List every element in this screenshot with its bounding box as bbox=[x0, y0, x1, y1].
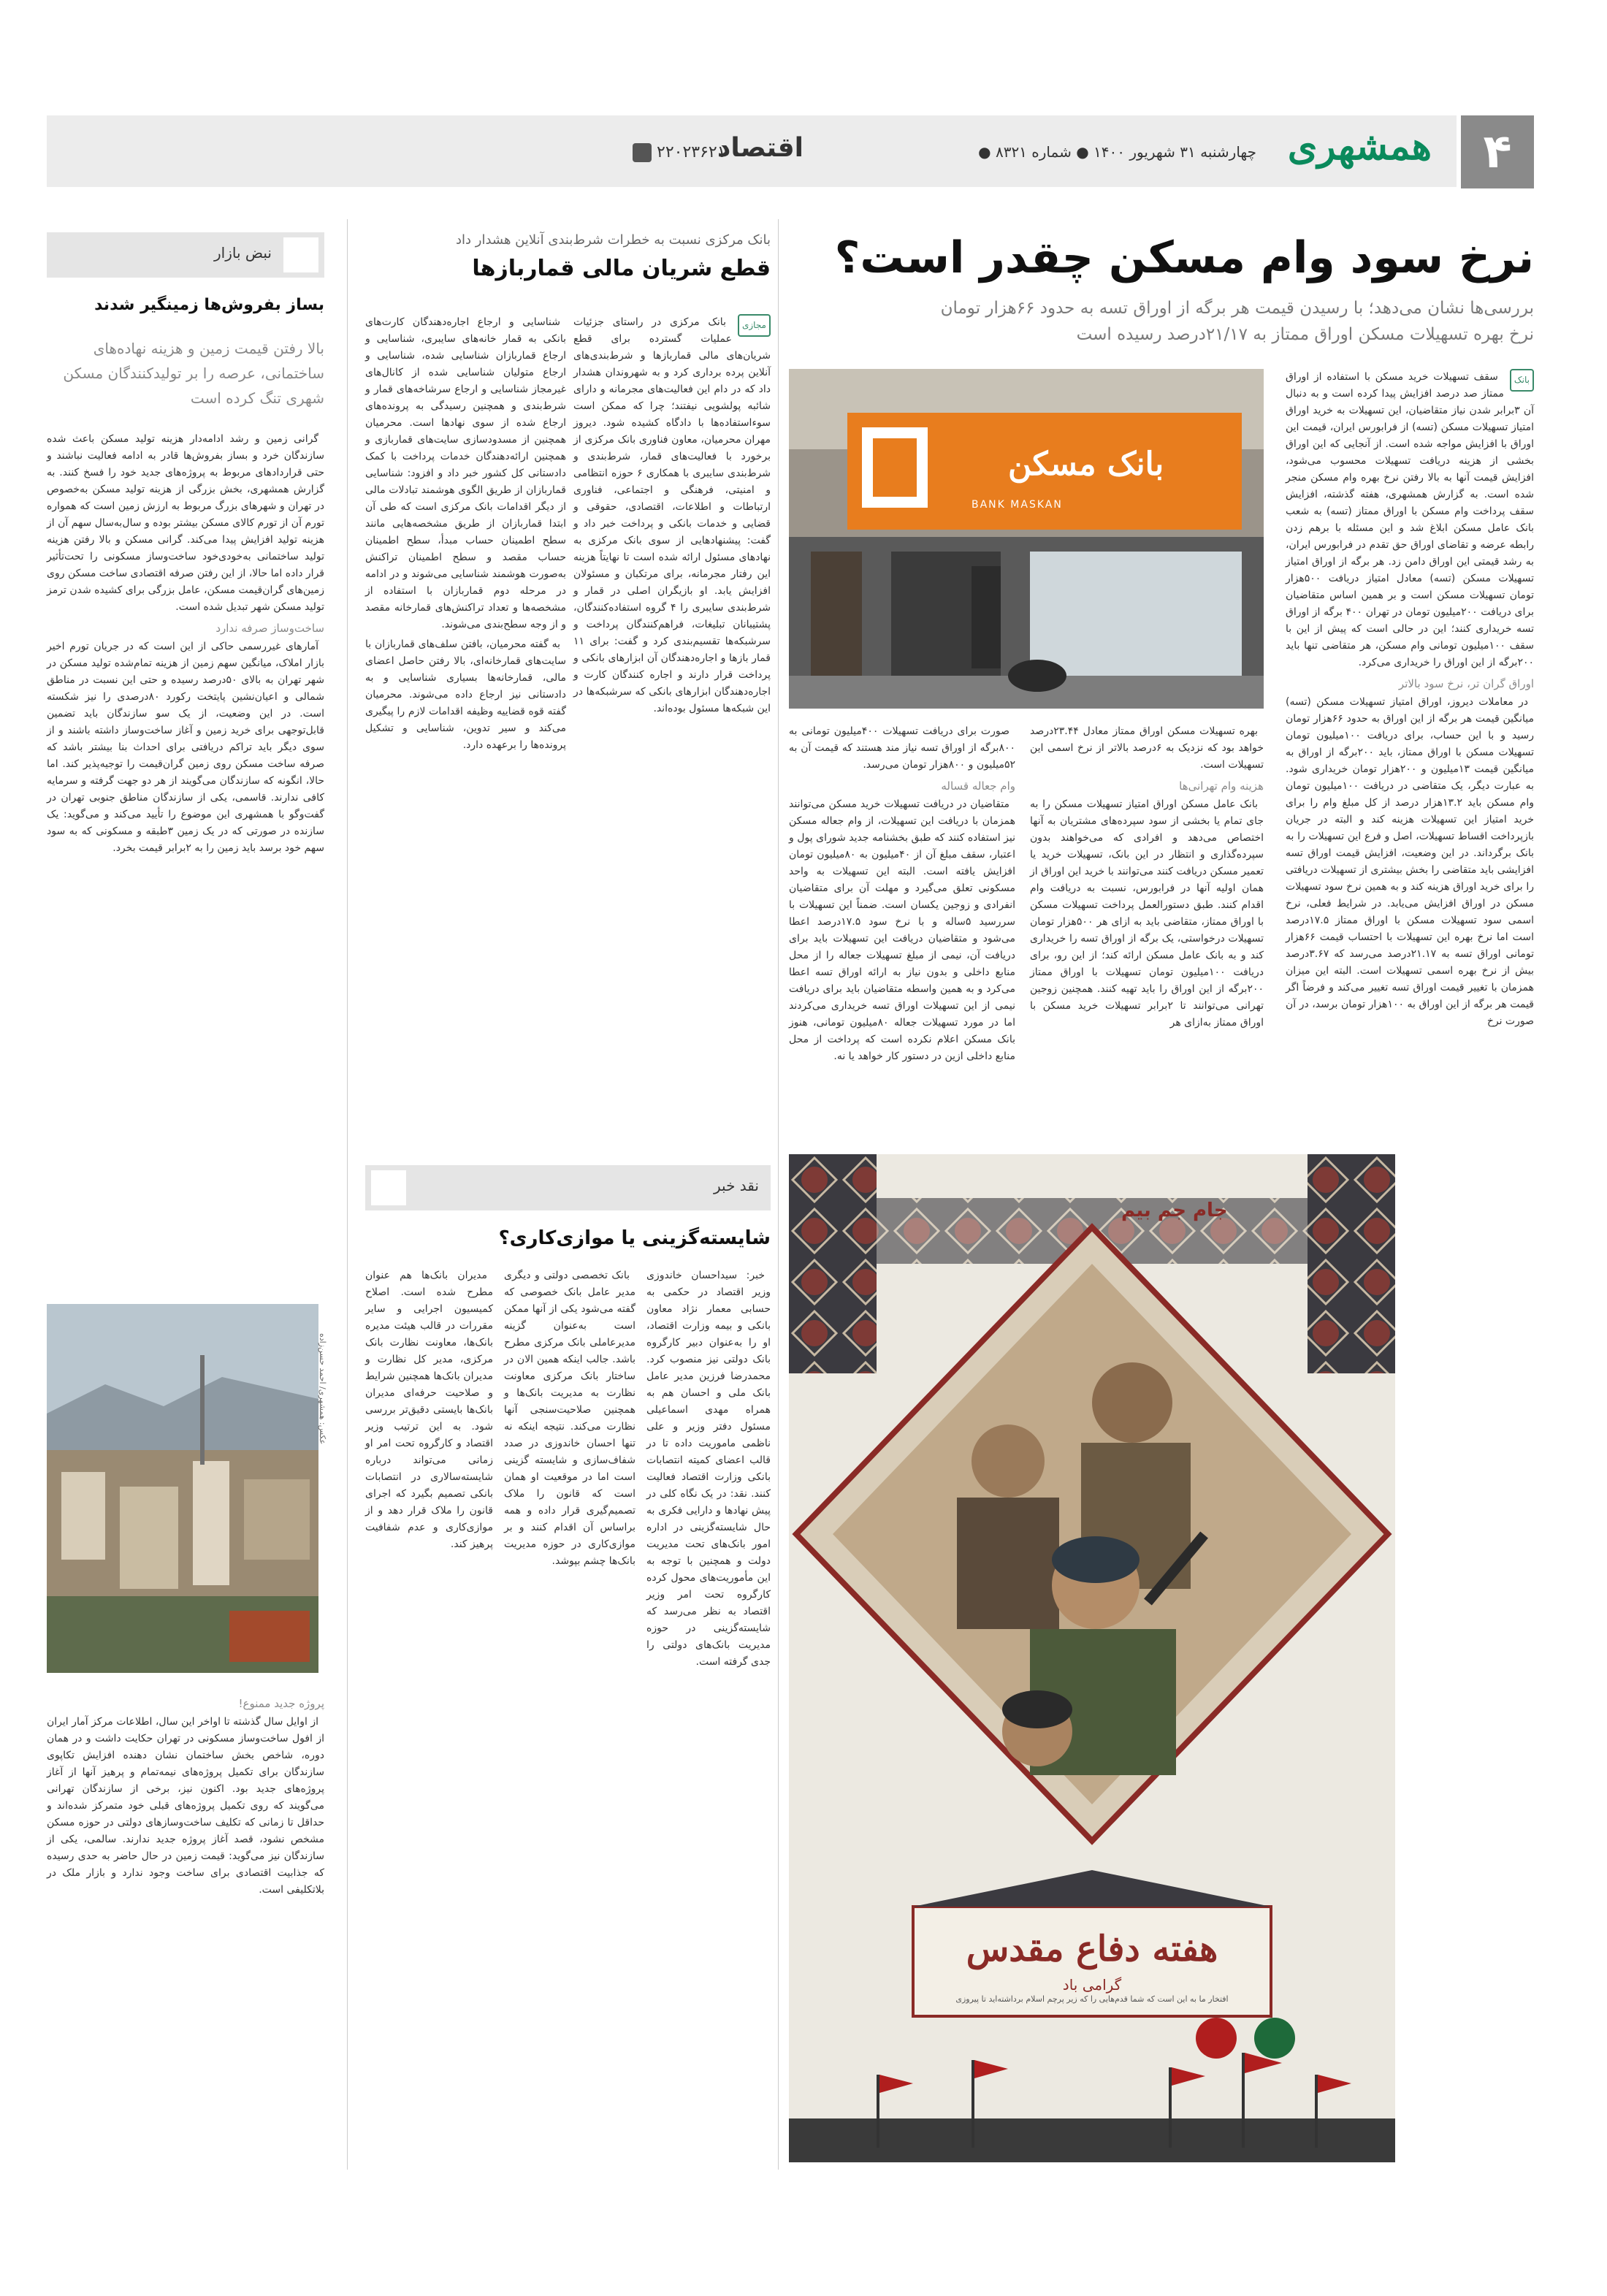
city-photo-credit: عکس: همشهری/ احمد حسن‌زاده bbox=[318, 1333, 327, 1445]
lead-deck-line-1: بررسی‌ها نشان می‌دهد؛ با رسیدن قیمت هر برگه از اوراق تسه به حدود ۶۶هزار تومان bbox=[940, 299, 1534, 318]
lead-paragraph-2: در معاملات دیروز، اوراق امتیاز تسهیلات مسکن (تسه) میانگین قیمت هر برگه از این اوراق به حدود ۶۶هزار تومان رسید و با این حساب، برای دریافت ۱۰۰میلیون تومان تسهیلات مسکن با اوراق ممتاز، باید ۲۰۰برگه از اوراق به میانگین قیمت ۱۳میلیون و ۲۰۰هزار تومان خریداری شود. به عبارت دیگر، یک متقاضی در دریافت ۱۰۰میلیون تومان وام مسکن باید ۱۳.۲هزار درصد از کل مبلغ وام را برای خرید امتیاز این تسهیلات هزینه کند و البته در جریان بازپرداخت اقساط تسهیلات، اصل و فرع این تسهیلات را به بانک برگرداند. در این وضعیت، افزایش قیمت اوراق تسه افزایشی باید متقاضی را بخش بیشتری از تسهیلات دریافتی را برای خرید اوراق هزینه کند و به همین نرخ سود تسهیلات مسکن در اوراق افزایش می‌یابد. در شرایط فعلی، نرخ اسمی سود تسهیلات مسکن با اوراق ممتاز ۱۷.۵درصد است اما نرخ بهره این تسهیلات با احتساب قیمت ۶۶هزار تومانی اوراق تسه به ۲۱.۱۷درصد می‌رسد که ۳.۶۷درصد بیش از نرخ بهره اسمی تسهیلات است. البته این میزان همزمان با تغییر قیمت اوراق تسه تغییر می‌کند و فرضاً اگر قیمت هر برگه از این اوراق به ۱۰۰هزار تومان برسد، در آن صورت نرخ bbox=[1286, 696, 1535, 1027]
poster-title: هفته دفاع مقدس bbox=[966, 1929, 1218, 1969]
phone-number-text: ۲۲۰۲۳۶۲۱ bbox=[657, 143, 726, 161]
lead-paragraph-6: متقاضیان در دریافت تسهیلات خرید مسکن می‌توانند همزمان با دریافت این تسهیلات، از وام جعاله مسکن نیز استفاده کنند که طبق بخشنامه جدید شورای پول و اعتبار، سقف مبلغ آن از ۴۰میلیون به ۸۰میلیون تومان افزایش یافته است. البته این تسهیلات به واحد مسکونی تعلق می‌گیرد و مهلت آن برای متقاضیان انفرادی و زوجین یکسان است. ضمناً این تسهیلات با سررسید ۵ساله و با نرخ سود ۱۷.۵درصد اعطا می‌شود و متقاضیان دریافت این تسهیلات باید برای دریافت آن، نیمی از مبلغ تسهیلات جعاله را از محل منابع داخلی و بدون نیاز به ارائه اوراق تسه اعطا می‌کرد و به همین واسطه متقاضیان باید برای دریافت نیمی از این تسهیلات اوراق تسه خریداری می‌کردند اما در مورد تسهیلات جعاله ۸۰میلیون تومانی، هنوز بانک مسکن اعلام نکرده است که پرداخت از محل منابع داخلی ازین در دستور کار خواهد یا نه. bbox=[789, 798, 1016, 1062]
bank-photo bbox=[789, 369, 1264, 709]
column-rule-1 bbox=[778, 219, 779, 2170]
photo-sign-latin: BANK MASKAN bbox=[972, 499, 1063, 511]
bazaar-column-bottom bbox=[47, 1691, 324, 2166]
bazaar-subhead-1: ساخت‌وساز صرفه ندارد bbox=[215, 622, 324, 635]
page-number: ۴ bbox=[1461, 115, 1534, 188]
bazaar-box-header bbox=[47, 232, 324, 278]
bazaar-paragraph-3: از اوایل سال گذشته تا اواخر این سال، اطلاعات مرکز آمار ایران از افول ساخت‌وساز مسکونی در تهران حکایت داشت و در همان دوره، شاخص بخش ساختمان نشان دهنده افزایش تکاپوی سازندگان برای تکمیل پروژه‌های نیمه‌تمام و پرهیز آنها از آغاز پروژه‌های جدید بود. اکنون نیز، برخی از سازندگان تهرانی می‌گویند که روی تکمیل پروژه‌های قبلی خود متمرکز شده‌اند و حداقل تا زمانی که تکلیف ساخت‌وسازهای دولتی در حوزه مسکن مشخص نشود، قصد آغاز پروژه جدید ندارند. سالمی، یکی از سازندگان نیز می‌گوید: قیمت زمین در حال حاضر به حدی رسیده که جذابیت اقتصادی برای ساخت وجود ندارد و بازار ملک در بلاتکلیفی است. bbox=[47, 1716, 324, 1896]
critique-paragraph-2: بانک تخصصی دولتی و دیگری مدیر عامل بانک خصوصی که گفته می‌شود یکی از آنها ممکن است به‌عنوان گزینه مدیرعاملی بانک مرکزی مطرح باشد. جالب اینکه همین الان در ساختار بانک مرکزی معاونت نظارت به مدیریت بانک‌ها و همچنین صلاحیت‌سنجی آنها نظارت می‌کند. نتیجه اینکه نه تنها احسان خاندوزی در صدد شفاف‌سازی و شایسته گزینی است اما در موقعیت او همان است که قانون را ملاک تصمیم‌گیری قرار داده و همه براساس آن اقدام کنند و بر موازی‌کاری در حوزه مدیریت بانک‌ها چشم بپوشد. bbox=[504, 1270, 635, 1567]
phone-icon bbox=[633, 143, 652, 162]
bank-article-paragraph-1: بانک مرکزی در راستای جزئیات عملیات گسترده برای قطع شریان‌های مالی قماربازها و شرط‌بندی‌های آنلاین پرده برداری کرد و به شهروندان هشدار داد که در دام این فعالیت‌های مجرمانه و دارای شائبه پولشویی نیفتند؛ چرا که ممکن است سوءاستفاده‌ها با دادگاه کشیده شود. دیروز مهران محرمیان، معاون فناوری بانک مرکزی از برخورد با فعالیت‌های قمار، شرط‌بندی و شرط‌بندی سایبری با همکاری ۶ حوزه انتظامی و امنیتی، فرهنگی و اجتماعی، فناوری ارتباطات و اطلاعات، اقتصادی، حقوقی و قضایی و خدمات بانکی و پرداخت خبر داد و گفت: پیشنهادهایی از سوی بانک مرکزی به نهادهای مسئول ارائه شده است تا نهایتاً هزینه این رفتار مجرمانه، برای مرتکبان و مسئولان افزایش یابد. او بازیگران اصلی در قمار و شرط‌بندی سایبری را ۴ گروه استفاده‌کنندگان، پشتیبانان تبلیغات، فراهم‌کنندگان پرداخت و سرشبکه‌ها تقسیم‌بندی کرد و گفت: برای ۱۱ قمار بازها و اجاره‌دهندگان آن ابزارهای بانکی و پرداخت قرار دارند و اجاره کنندگان کارت و اجاره‌دهندگان ابزارهای بانکی که سرشبکه‌ها در این شبکه‌ها مسئول بوده‌اند. bbox=[573, 316, 771, 714]
virtual-tag: مجازی bbox=[738, 314, 771, 337]
lead-deck bbox=[833, 295, 1534, 348]
lead-subhead-1: اوراق گران تر، نرخ سود بالاتر bbox=[1398, 677, 1534, 690]
critique-headline: شایسته‌گزینی یا موازی‌کاری؟ bbox=[498, 1227, 771, 1249]
lead-paragraph-5: صورت برای دریافت تسهیلات ۴۰۰میلیون تومانی به ۸۰۰برگه از اوراق تسه نیاز مند هستند که قیمت آن به ۵۲میلیون و ۸۰۰هزار تومان می‌رسد. bbox=[789, 725, 1015, 771]
bank-article-kicker: بانک مرکزی نسبت به خطرات شرط‌بندی آنلاین هشدار داد bbox=[456, 232, 771, 248]
lead-paragraph-3: بهره تسهیلات مسکن اوراق ممتاز معادل ۲۳.۴۴درصد خواهد بود که نزدیک به ۶درصد بالاتر از نرخ اسمی این تسهیلات است. bbox=[1030, 725, 1264, 771]
sacred-defense-poster bbox=[789, 1154, 1395, 2162]
newspaper-logo[interactable]: همشهری bbox=[1287, 124, 1432, 169]
bazaar-column-top bbox=[47, 431, 324, 1278]
lead-paragraph-1: سقف تسهیلات خرید مسکن با استفاده از اوراق ممتاز صد درصد افزایش پیدا کرده است و به دنبال آن ۳برابر شدن نیاز متقاضیان، این تسهیلات به خرید اوراق امتیاز تسهیلات مسکن (تسه) از فرابورس ایران، قیمت این اوراق با افزایش مواجه شده است. از آنجایی که این اوراق بخشی از هزینه دریافت تسهیلات محسوب می‌شود، افزایش قیمت آنها به بالا رفتن نرخ بهره وام مسکن منجر شده است. به گزارش همشهری، هفته گذشته، افزایش سقف پرداخت وام مسکن با اوراق ممتاز (تسه) به شعب بانک عامل مسکن ابلاغ شد و این مسئله با برهم زدن رابطه عرضه و تقاضای اوراق حق تقدم در فرابورس ایران، به رشد قیمتی این اوراق دامن زد. هر برگه از اوراق امتیاز تسهیلات مسکن (تسه) معادل امتیاز دریافت ۵۰۰هزار تومان تسهیلات مسکن است و بر همین اساس متقاضیان برای دریافت ۲۰۰میلیون تومان در تهران ۴۰۰ برگه از اوراق تسه خریداری کنند؛ این در حالی است که پیش از این با سقف ۱۰۰میلیون تومانی وام مسکن، هر متقاضی تنها باید ۲۰۰برگه از این اوراق را خریداری می‌کرد. bbox=[1286, 371, 1534, 668]
column-rule-2 bbox=[347, 219, 348, 2170]
lead-column-middle bbox=[1030, 723, 1264, 1140]
lead-deck-line-2: نرخ بهره تسهیلات مسکن اوراق ممتاز به ۲۱/۱۷درصد رسیده است bbox=[1076, 325, 1534, 344]
lead-headline: نرخ سود وام مسکن چقدر است؟ bbox=[834, 232, 1534, 283]
bank-article-paragraph-3: به گفته محرمیان، بافتن سلف‌های قماربازان با سایت‌های قمارخانه‌ای، بالا رفتن حاصل اعضای مالی، قمارخانه‌ها بسیاری شناسایی و به دادستانی نیز ارجاع داده می‌شوند. محرمیان گفته قوه قضاییه وظیفه اقدامات لازم را پیگیری می‌کند و سیر تدوین، شناسایی و تشکیل پرونده‌ها را برعهده دارد. bbox=[365, 638, 566, 751]
critique-box-header bbox=[365, 1165, 771, 1210]
poster-footer: افتخار ما به این است که شما قدم‌هایی را که زیر پرچم اسلام برداشته‌اید تا پیروزی bbox=[955, 1994, 1229, 2004]
critique-column-right bbox=[646, 1267, 771, 2166]
poster-brand: جام جم بیم bbox=[1121, 1200, 1228, 1221]
section-title: اقتصاد bbox=[717, 133, 804, 163]
lead-subhead-3: وام جعاله قساله bbox=[941, 779, 1015, 793]
bank-article-paragraph-2: شناسایی و ارجاع اجاره‌دهندگان کارت‌های بانکی به قمار خانه‌های سایبری، شناسایی و ارجاع قماربازان شناسایی شده، شناسایی و ارجاع متولیان شناسایی شده از کانال‌های غیرمجاز شناسایی و ارجاع سرشاخه‌های قمار و شرط‌بندی و همچنین رسیدگی به پرونده‌های ارجاع شده از سوی نهادها است. محرمیان همچنین از مسدودسازی سایت‌های قماربازی و همچنین ارائه‌دهندگان خدمات پرداخت با کمک دادستانی کل کشور خبر داد و افزود: شناسایی قماربازان از طریق الگوی هوشمند تبادلات مالی از دیگر اقدامات بانک مرکزی است که طی آن ابتدا قماربازان از طریق مشخصه‌هایی مانند سطح اطمینان حساب مبدأ، سطح اطمینان حساب مقصد و سطح اطمینان تراکنش به‌صورت هوشمند شناسایی می‌شوند و در ادامه در مرحله دوم قماربازان با استفاده از مشخصه‌ها و تعداد تراکنش‌های قمارخانه مقصد و از وجه سطح‌بندی می‌شوند. bbox=[365, 316, 566, 630]
critique-box-label: نقد خبر bbox=[714, 1177, 759, 1194]
lead-subhead-2: هزینه وام تهرانی‌ها bbox=[1179, 779, 1264, 793]
bank-photo-illustration bbox=[789, 369, 1264, 709]
bank-tag: بانک bbox=[1510, 369, 1534, 392]
critique-column-left bbox=[365, 1267, 493, 2166]
bazaar-paragraph-2: آمارهای غیررسمی حاکی از این است که در جریان تورم اخیر بازار املاک، میانگین سهم زمین از هزینه تمام‌شده تولید مسکن در شهر تهران به بالای ۵۰درصد رسیده و حتی این نسبت در مناطق شمالی و اعیان‌نشین پایتخت رکورد ۸۰درصدی را نیز شکسته است. در این وضعیت، از یک سو سازندگان باید تضمین قابل‌توجهی برای خرید زمین و آغاز ساخت‌وساز داشته باشند و از سوی دیگر باید تراکم دریافتی برای احداث بنا بیشتر باشد که صرفه ساخت مسکن روی زمین گران‌قیمت را توجیه‌پذیر کند. اما حالا، انگونه که سازندگان می‌گویند از هر دو جهت گرفته و سرمایه کافی ندارند. قاسمی، یکی از سازندگان مناطق جنوبی تهران در گفت‌وگو با همشهری این موضوع را تأیید می‌کند و می‌گوید: یک سازنده در صورتی که در یک زمین ۳طبقه و مسکونی که به سود سهم خود برسد باید زمین را به ۲برابر قیمت بخرد. bbox=[47, 641, 324, 854]
photo-sign-text: بانک مسکن bbox=[1008, 446, 1164, 483]
city-photo bbox=[47, 1304, 327, 1673]
bazaar-subhead-2: پروژه جدید ممنوع! bbox=[238, 1697, 324, 1710]
bazaar-deck: بالا رفتن قیمت زمین و هزینه نهاده‌های ساختمانی، عرصه را بر تولیدکنندگان مسکن شهری تنگ کرده است bbox=[63, 340, 324, 407]
city-photo-illustration bbox=[47, 1304, 318, 1673]
critique-column-middle bbox=[504, 1267, 635, 2166]
bazaar-paragraph-1: گرانی زمین و رشد ادامه‌دار هزینه تولید مسکن باعث شده سازندگان خرد و بساز بفروش‌ها قادر به ادامه فعالیت نباشند و حتی قراردادهای مربوط به پروژه‌های جدید خود را فسخ کنند. به گزارش همشهری، بخش بزرگی از هزینه تولید مسکن به‌خصوص در تهران و شهرهای بزرگ مربوط به ارزش زمین است که همواره تورم آن از تورم کالای مسکن بیشتر بوده و سال‌به‌سال سهم آن از هزینه تولید افزایش پیدا می‌کند. گرانی مسکن و بالا رفتن هزینه تولید ساختمانی به‌خودی‌خود ساخت‌وساز مسکونی را تحت‌تأثیر قرار داده اما حالا، از این رفتن صرفه اقتصادی ساخت مسکن روی زمین‌های گران‌قیمت مسکن، عامل بزرگی برای کشیده شدن ترمز تولید مسکن شهر تبدیل شده است. bbox=[47, 433, 324, 613]
bazaar-box-square bbox=[283, 237, 318, 272]
poster-illustration bbox=[789, 1154, 1395, 2162]
critique-paragraph-1: خبر: سیداحسان خاندوزی وزیر اقتصاد در حکمی به حسابی معمار نژاد معاون بانکی و بیمه وزارت اقتصاد، او را به‌عنوان دبیر کارگروه بانک دولتی نیز منصوب کرد. محمدرضا فرزین مدیر عامل بانک ملی و احسان هم به همراه مهدی اسماعیلی مسئول دفتر وزیر و علی ناظمی ماموریت داده تا در قالب اعضای کمیته انتصابات بانکی وزارت اقتصاد فعالیت کنند. نقد: در یک نگاه کلی در پیش نهادها و دارایی فکری به حال شایسته‌گزینی در اداره امور بانک‌های تحت مدیریت دولت و همچنین با توجه به این مأموریت‌های محول کرده کارگروه تحت امر وزیر اقتصاد به نظر می‌رسد که شایسته‌گزینی در حوزه مدیریت بانک‌های دولتی را جدی گرفته است. bbox=[646, 1270, 771, 1668]
bank-article-column-left bbox=[365, 314, 566, 1147]
lead-column-left bbox=[789, 723, 1015, 1140]
bazaar-headline: بساز بفروش‌ها زمینگیر شدند bbox=[94, 296, 324, 314]
critique-box-square bbox=[371, 1170, 406, 1205]
lead-paragraph-4: بانک عامل مسکن اوراق امتیاز تسهیلات مسکن را به جای تمام یا بخشی از سود سپرده‌های مشتریان به آنها اختصاص می‌دهد و افرادی که می‌خواهند بدون سپرده‌گذاری و انتظار در این بانک، تسهیلات خرید یا تعمیر مسکن دریافت کنند می‌توانند با خرید این اوراق از همان اولیه آنها در فرابورس، نسبت به دریافت وام اقدام کنند. طبق دستورالعمل پرداخت تسهیلات مسکن با اوراق ممتاز، متقاضی باید به ازای هر ۵۰۰هزار تومان تسهیلات درخواستی، یک برگه از اوراق تسه را خریداری کند و به بانک عامل مسکن ارائه کند؛ از این رو، برای دریافت ۱۰۰میلیون تومان تسهیلات با اوراق ممتاز ۲۰۰برگه از این اوراق را باید تهیه کنند. همچنین زوجین تهرانی می‌توانند تا ۲برابر تسهیلات خرید مسکن با اوراق ممتاز به‌ازای هر bbox=[1030, 798, 1264, 1029]
bank-article-headline: قطع شریان مالی قماربازها bbox=[472, 256, 771, 281]
bank-article-column-right bbox=[573, 314, 771, 1147]
bazaar-box-label: نبض بازار bbox=[214, 244, 272, 262]
dateline: چهارشنبه ۳۱ شهریور ۱۴۰۰ ● شماره ۸۳۲۱ ● bbox=[978, 143, 1256, 161]
lead-column-right bbox=[1286, 369, 1534, 1172]
critique-paragraph-3: مدیران بانک‌ها هم عنوان مطرح شده است. اصلاح کمیسیون اجرایی و سایر مقررات در قالب هیئت مدیره بانک‌ها، معاونت نظارت بانک مرکزی، مدیر کل نظارت و مدیران بانک‌ها همچنین شرایط و صلاحیت حرفه‌ای مدیران بانک‌ها بایستی دقیق‌تر بررسی شود. به این ترتیب وزیر اقتصاد و کارگروه تحت امر او زمانی می‌تواند درباره شایسته‌سالاری در انتصابات بانکی تصمیم بگیرد که اجرای قانون را ملاک قرار دهد و از موازی‌کاری و عدم شفافیت پرهیز کند. bbox=[365, 1270, 493, 1550]
phone-number bbox=[628, 143, 726, 162]
poster-subtitle: گرامی باد bbox=[1062, 1976, 1122, 1994]
